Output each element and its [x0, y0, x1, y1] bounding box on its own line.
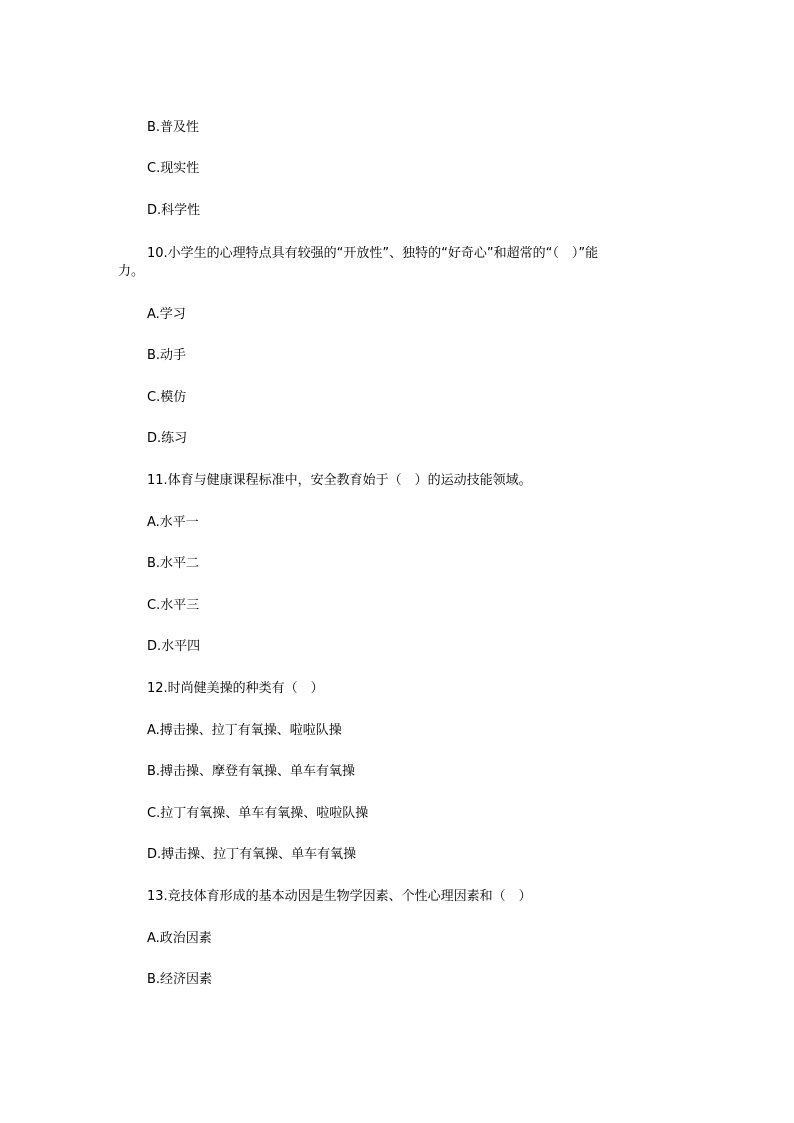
q10-option-a: A.学习 [147, 307, 186, 322]
q10-stem-line1: 10.小学生的心理特点具有较强的“开放性”、独特的“好奇心”和超常的“（ ）”能 [147, 246, 599, 261]
q9-option-b: B.普及性 [147, 120, 200, 135]
q10-option-d: D.练习 [147, 431, 188, 446]
q12-option-d: D.搏击操、拉丁有氧操、单车有氧操 [147, 847, 357, 862]
q12-stem: 12.时尚健美操的种类有（ ） [147, 681, 324, 696]
q13-option-a: A.政治因素 [147, 931, 212, 946]
q9-option-d: D.科学性 [147, 203, 201, 218]
q11-option-c: C.水平三 [147, 598, 200, 613]
q12-option-c: C.拉丁有氧操、单车有氧操、啦啦队操 [147, 806, 369, 821]
q11-option-d: D.水平四 [147, 639, 201, 654]
q11-option-a: A.水平一 [147, 515, 199, 530]
q12-option-a: A.搏击操、拉丁有氧操、啦啦队操 [147, 723, 342, 738]
q10-stem-line2: 力。 [118, 264, 145, 279]
q13-option-b: B.经济因素 [147, 972, 213, 987]
q12-option-b: B.搏击操、摩登有氧操、单车有氧操 [147, 764, 356, 779]
q10-option-b: B.动手 [147, 348, 187, 363]
q9-option-c: C.现实性 [147, 161, 200, 176]
q11-stem: 11.体育与健康课程标准中，安全教育始于（ ）的运动技能领域。 [147, 473, 532, 488]
q13-stem: 13.竞技体育形成的基本动因是生物学因素、个性心理因素和（ ） [147, 889, 532, 904]
q10-option-c: C.模仿 [147, 390, 187, 405]
q11-option-b: B.水平二 [147, 556, 200, 571]
